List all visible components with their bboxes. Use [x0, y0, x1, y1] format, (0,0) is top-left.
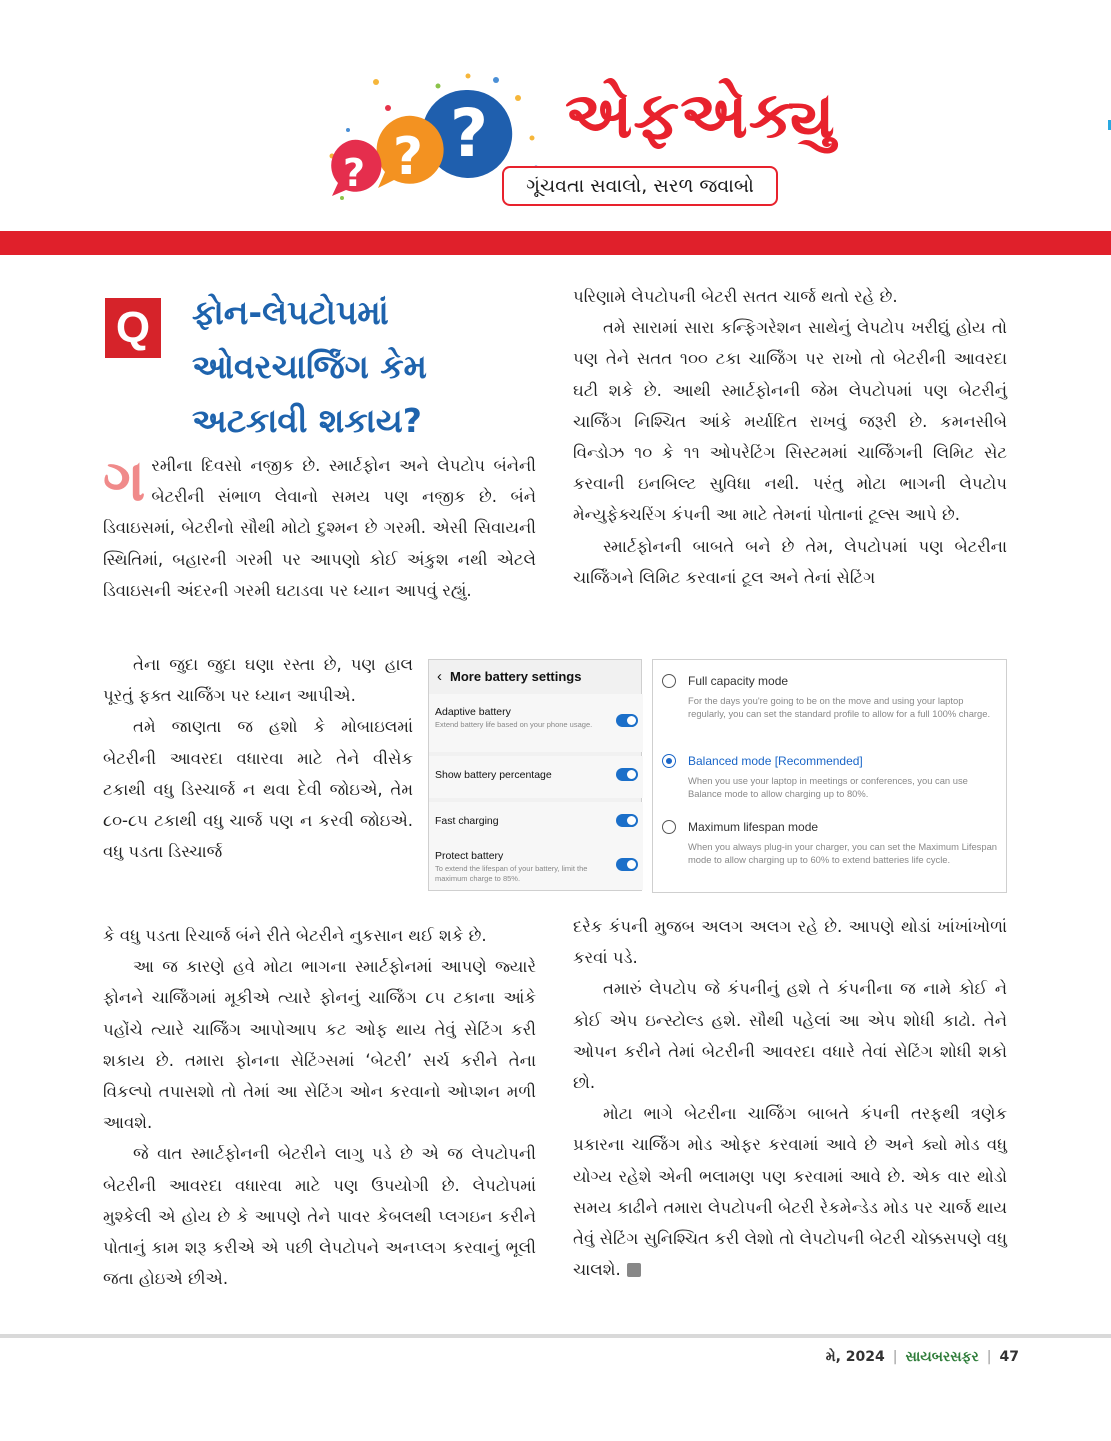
mode-description: When you use your laptop in meetings or conferences, you can use Balance mode to allow charging up to 80%. — [688, 775, 968, 799]
setting-row[interactable] — [429, 756, 643, 798]
svg-text:?: ? — [449, 95, 489, 172]
setting-label: Fast charging — [435, 815, 499, 827]
paragraph: આ જ કારણે હવે મોટા ભાગના સ્માર્ટફોનમાં આપણે જ્યારે ફોનને ચાર્જિંગમાં મૂકીએ ત્યારે ફોનનું ચાર્જિંગ ૮૫ ટકાના આંકે પહોંચે ત્યારે ચાર્જિંગ આપોઆપ કટ ઓફ થાય તેવું સેટિંગ કરી શકાય છે. તમારા ફોનના સેટિંગ્સમાં ‘બેટરી’ સર્ચ કરીને તેના વિકલ્પો તપાસશો તો તેમાં આ સેટિંગ ઓન કરવાનો ઓપ્શન મળી આવશે. — [103, 957, 536, 1133]
phone-settings-screenshot — [428, 659, 642, 891]
footer-separator: | — [986, 1349, 992, 1365]
setting-description: Extend battery life based on your phone usage. — [435, 720, 593, 729]
balanced-mode-radio[interactable] — [662, 754, 676, 768]
question-title: ફોન-લેપટોપમાં ઓવરચાર્જિંગ કેમ અટકાવી શકાય? — [192, 293, 427, 440]
mode-title: Maximum lifespan mode — [688, 820, 819, 834]
laptop-battery-modes-screenshot — [652, 659, 1007, 893]
paragraph: તમારું લેપટોપ જે કંપનીનું હશે તે કંપનીના જ નામે કોઈ ને કોઈ એપ ઇન્સ્ટોલ્ડ હશે. સૌથી પહેલાં આ એપ શોધી કાઢો. તેને ઓપન કરીને તેમાં બેટરીની આવરદા વધારે તેવાં સેટિંગ શોધી શકો છો. — [573, 979, 1007, 1093]
setting-row[interactable] — [429, 802, 643, 844]
mode-title: Balanced mode [Recommended] — [688, 754, 863, 768]
adaptive-battery-toggle[interactable] — [616, 714, 638, 727]
paragraph — [573, 1098, 1007, 1285]
setting-row[interactable] — [429, 840, 643, 890]
setting-label: Show battery percentage — [435, 769, 552, 781]
mode-description: For the days you're going to be on the move and using your laptop regularly, you can set the standard profile to allow for a full 100% charge. — [688, 695, 991, 719]
magazine-name: સાયબરસફર — [905, 1349, 979, 1365]
issue-date: મે, 2024 — [825, 1349, 885, 1365]
paragraph: રમીના દિવસો નજીક છે. સ્માર્ટફોન અને લેપટોપ બંનેની બેટરીની સંભાળ લેવાનો સમય પણ નજીક છે. બંને ડિવાઇસમાં, બેટરીનો સૌથી મોટો દુશ્મન છે ગરમી. એસી સિવાયની સ્થિતિમાં, બહારની ગરમી પર આપણો કોઈ અંકુશ નથી એટલે ડિવાઇસની અંદરની ગરમી ઘટાડવા પર ધ્યાન આપવું રહ્યું. — [103, 456, 536, 600]
paragraph: દરેક કંપની મુજબ અલગ અલગ રહે છે. આપણે થોડાં ખાંખાંખોળાં કરવાં પડે. — [573, 917, 1007, 968]
end-mark-icon — [627, 1263, 641, 1277]
setting-row[interactable] — [429, 694, 643, 752]
setting-label: Adaptive battery — [435, 706, 511, 718]
page-footer — [826, 1349, 1019, 1365]
article-left-narrow — [103, 649, 413, 867]
article-left-top — [103, 446, 536, 606]
drop-cap: ગ — [103, 446, 146, 514]
svg-text:?: ? — [342, 151, 366, 195]
article-left-bottom — [103, 920, 536, 1294]
mode-description: When you always plug-in your charger, you can set the Maximum Lifespan mode to allow charging up to 60% to extend batteries life cycle. — [688, 841, 998, 865]
section-title: એફએક્યુ — [565, 79, 836, 153]
max-lifespan-radio[interactable] — [662, 820, 676, 834]
article-right-top — [573, 281, 1007, 593]
paragraph: જે વાત સ્માર્ટફોનની બેટરીને લાગુ પડે છે એ જ લેપટોપની બેટરીની આવરદા વધારવા માટે પણ ઉપયોગી છે. લેપટોપમાં મુશ્કેલી એ હોય છે કે આપણે તેને પાવર કેબલથી પ્લગઇન કરીને પોતાનું કામ શરૂ કરીએ એ પછી લેપટોપને અનપ્લગ કરવાનું ભૂલી જતા હોઇએ છીએ. — [103, 1144, 536, 1289]
paragraph: કે વધુ પડતા રિચાર્જ બંને રીતે બેટરીને નુકસાન થઈ શકે છે. — [103, 926, 487, 945]
paragraph: તમે જાણતા જ હશો કે મોબાઇલમાં બેટરીની આવરદા વધારવા માટે તેને વીસેક ટકાથી વધુ ડિસ્ચાર્જ ન થવા દેવી જોઇએ, તેમ ૮૦-૮૫ ટકાથી વધુ ચાર્જ પણ ન કરવી જોઇએ. વધુ પડતા ડિસ્ચાર્જ — [103, 717, 413, 862]
paragraph: તેના જુદા જુદા ઘણા રસ્તા છે, પણ હાલ પૂરતું ફક્ત ચાર્જિંગ પર ધ્યાન આપીએ. — [103, 655, 413, 706]
full-capacity-radio[interactable] — [662, 674, 676, 688]
back-arrow-icon[interactable]: ‹ — [437, 668, 442, 685]
protect-battery-toggle[interactable] — [616, 858, 638, 871]
mode-title: Full capacity mode — [688, 674, 789, 688]
header-band — [0, 231, 1111, 255]
footer-rule — [0, 1334, 1111, 1338]
fast-charging-toggle[interactable] — [616, 814, 638, 827]
paragraph: પરિણામે લેપટોપની બેટરી સતત ચાર્જ થતો રહે છે. — [573, 287, 898, 306]
article-right-bottom — [573, 911, 1007, 1285]
settings-header — [437, 668, 581, 685]
question-marker: Q — [105, 298, 161, 358]
section-tagline: ગૂંચવતા સવાલો, સરળ જવાબો — [502, 166, 778, 206]
paragraph-text: મોટા ભાગે બેટરીના ચાર્જિંગ બાબતે કંપની તરફથી ત્રણેક પ્રકારના ચાર્જિંગ મોડ ઓફર કરવામાં આવે છે અને ક્યો મોડ વધુ યોગ્ય રહેશે એની ભલામણ પણ કરવામાં આવે છે. એક વાર થોડો સમય કાઢીને તમારા લેપટોપની બેટરી રેકમેન્ડેડ મોડ પર ચાર્જ થાય તેવું સેટિંગ સુનિશ્ચિત કરી લેશો તો લેપટોપની બેટરી ચોક્કસપણે વધુ ચાલશે. — [573, 1104, 1007, 1280]
page-number: 47 — [999, 1349, 1019, 1365]
svg-text:?: ? — [392, 127, 424, 187]
paragraph: સ્માર્ટફોનની બાબતે બને છે તેમ, લેપટોપમાં પણ બેટરીના ચાર્જિંગને લિમિટ કરવાનાં ટૂલ અને તેનાં સેટિંગ — [573, 536, 1007, 587]
battery-percentage-toggle[interactable] — [616, 768, 638, 781]
setting-description: To extend the lifespan of your battery, limit the maximum charge to 85%. — [435, 864, 588, 883]
footer-separator: | — [892, 1349, 898, 1365]
setting-label: Protect battery — [435, 850, 504, 862]
settings-title: More battery settings — [450, 669, 582, 684]
paragraph: તમે સારામાં સારા કન્ફિગરેશન સાથેનું લેપટોપ ખરીદ્યું હોય તો પણ તેને સતત ૧૦૦ ટકા ચાર્જિંગ પર રાખો તો બેટરીની આવરદા ઘટી શકે છે. આથી સ્માર્ટફોનની જેમ લેપટોપમાં પણ બેટરીનું ચાર્જિંગ નિશ્ચિત આંકે મર્યાદિત રાખવું જરૂરી છે. કમનસીબે વિન્ડોઝ ૧૦ કે ૧૧ ઓપરેટિંગ સિસ્ટમમાં ચાર્જિંગની લિમિટ સેટ કરવાની ઇનબિલ્ટ સુવિધા નથી. પરંતુ મોટા ભાગની લેપટોપ મેન્યુફેક્ચરિંગ કંપની આ માટે તેમનાં પોતાનાં ટૂલ્સ આપે છે. — [573, 318, 1007, 525]
